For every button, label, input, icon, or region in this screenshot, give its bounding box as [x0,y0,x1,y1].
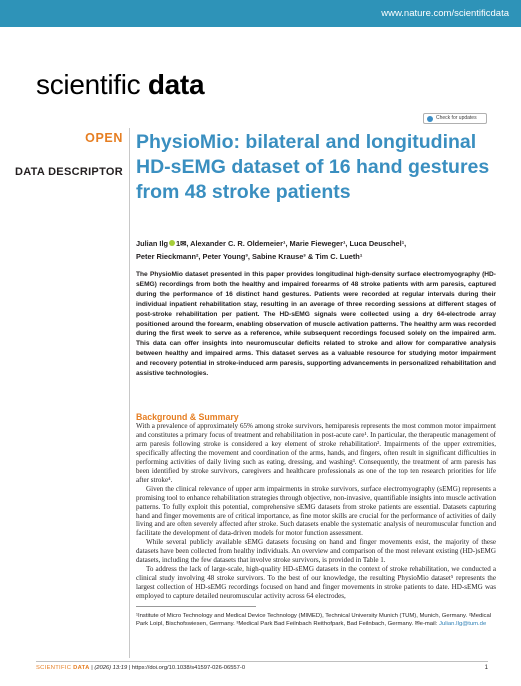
section-heading: Background & Summary [136,412,239,422]
footer-separator: | [89,665,95,671]
authors-line-1: 1✉, Alexander C. R. Oldemeier¹, Marie Fieweger¹, Luca Deuschel¹, [176,239,407,248]
page-number: 1 [484,665,488,671]
vertical-divider [129,128,130,658]
author-first: Julian Ilg [136,239,169,248]
footer-divider [36,661,488,662]
footer-brand [36,665,90,671]
affiliations [136,612,496,628]
top-banner [0,0,521,27]
page-footer [36,665,245,671]
paragraph: While several publicly available sEMG datasets focusing on hand and finger movements exist, the majority of these datasets have been collected from healthy individuals. An overview and comparison of the most relevant existing (HD-)sEMG datasets, including the few datasets that involve stroke survivors, is provided in Table 1. [136,538,496,565]
open-access-label: OPEN [85,131,123,145]
article-type-label: DATA DESCRIPTOR [15,166,123,178]
journal-name-bold: data [147,69,205,100]
paragraph: With a prevalence of approximately 65% among stroke survivors, hemiparesis represents the most common motor impairment and constitutes a primary focus of treatment and rehabilitation in post-acute care¹. In particular, the therapeutic management of arm paresis following stroke is considered a key element of stroke rehabilitation². Impairments of the upper extremities, specifically affecting the movement and coordination of the arms, hands, and fingers, often result in significant difficulties in performing activities of daily living such as eating, dressing, and washing³. Consequently, the treatment of arm paresis has been identified by stroke survivors, caregivers and healthcare professionals as one of the top ten research priorities for life after stroke⁴. [136,422,496,484]
affiliations-text: ¹Institute of Micro Technology and Medical Device Technology (MIMED), Technical University Munich (TUM), Munich, Germany. ²Medical Park Loipl, Bischofswiesen, Germany. ³Medical Park Bad Feilnbach Reithofpark, Bad Feilnbach, Germany. ✉e-mail: [136,613,492,628]
journal-url-link[interactable]: www.nature.com/scientificdata [381,8,509,19]
journal-logo [36,69,204,101]
body-text [136,422,496,601]
paragraph: Given the clinical relevance of upper arm impairments in stroke survivors, surface electromyography (sEMG) represents a promising tool to enhance rehabilitation strategies through objective, non-invasive, quantifiable insights into muscle activation patterns. To fully exploit this potential, comprehensive sEMG datasets from stroke patients are essential. Datasets capturing hand and finger movements are of critical importance, as fine motor skills are crucial for the performance of activities of daily living and are often severely affected after stroke. Such datasets enable the systematic analysis of neuromuscular function and facilitate the development of data-driven models for motor function assessment. [136,484,496,538]
footer-brand-light: SCIENTIFIC [36,665,74,671]
check-for-updates-button[interactable] [423,113,487,124]
doi-link[interactable]: | https://doi.org/10.1038/s41597-026-06557-0 [127,665,246,671]
journal-name-light: scientific [36,69,148,100]
footer-citation: (2026) 13:19 [94,665,128,671]
abstract: The PhysioMio dataset presented in this paper provides longitudinal high-density surface electromyography (HD-sEMG) recordings from both the healthy and impaired forearms of 48 stroke patients with arm paresis, captured during the performance of 16 distinct hand gestures. Patients were recorded at regular intervals during their individual inpatient rehabilitation stay, resulting in an average of three recording sessions at different stages of post-stroke rehabilitation per patient. The HD-sEMG signals were collected using a dry 64-electrode array positioned around the forearm, enabling observation of muscle activation patterns. The healthy arm was recorded during the first week to serve as a reference, while subsequent recordings focused solely on the impaired arm. This data can offer insights into neuromuscular deficits related to stroke and allow for comparative analysis between healthy and impaired arms. This dataset serves as a valuable resource for studying motor impairment and recovery potential in stroke-induced arm paresis, supporting advancements in personalized rehabilitation and assistive technologies. [136,271,496,378]
check-for-updates-label: Check for updates [436,115,477,121]
footer-brand-bold: DATA [73,665,90,671]
email-link[interactable]: Julian.Ilg@tum.de [438,621,487,628]
author-list [136,238,496,263]
paragraph: To address the lack of large-scale, high-quality HD-sEMG datasets in the context of stroke rehabilitation, we conducted a clinical study involving 48 stroke survivors. To the best of our knowledge, the resulting PhysioMio dataset⁵ represents the largest collection of HD-sEMG recordings focused on hand and finger movements in stroke patients to date. HD-sEMG was employed to capture detailed neuromuscular activity across 64 electrodes, [136,565,496,601]
footnote-divider [136,606,256,607]
orcid-icon[interactable] [169,240,175,246]
article-title: PhysioMio: bilateral and longitudinal HD-sEMG dataset of 16 hand gestures from 48 stroke patients [136,131,490,203]
authors-line-2: Peter Rieckmann², Peter Young³, Sabine Krause³ & Tim C. Lueth¹ [136,251,363,261]
updates-icon [427,116,433,122]
